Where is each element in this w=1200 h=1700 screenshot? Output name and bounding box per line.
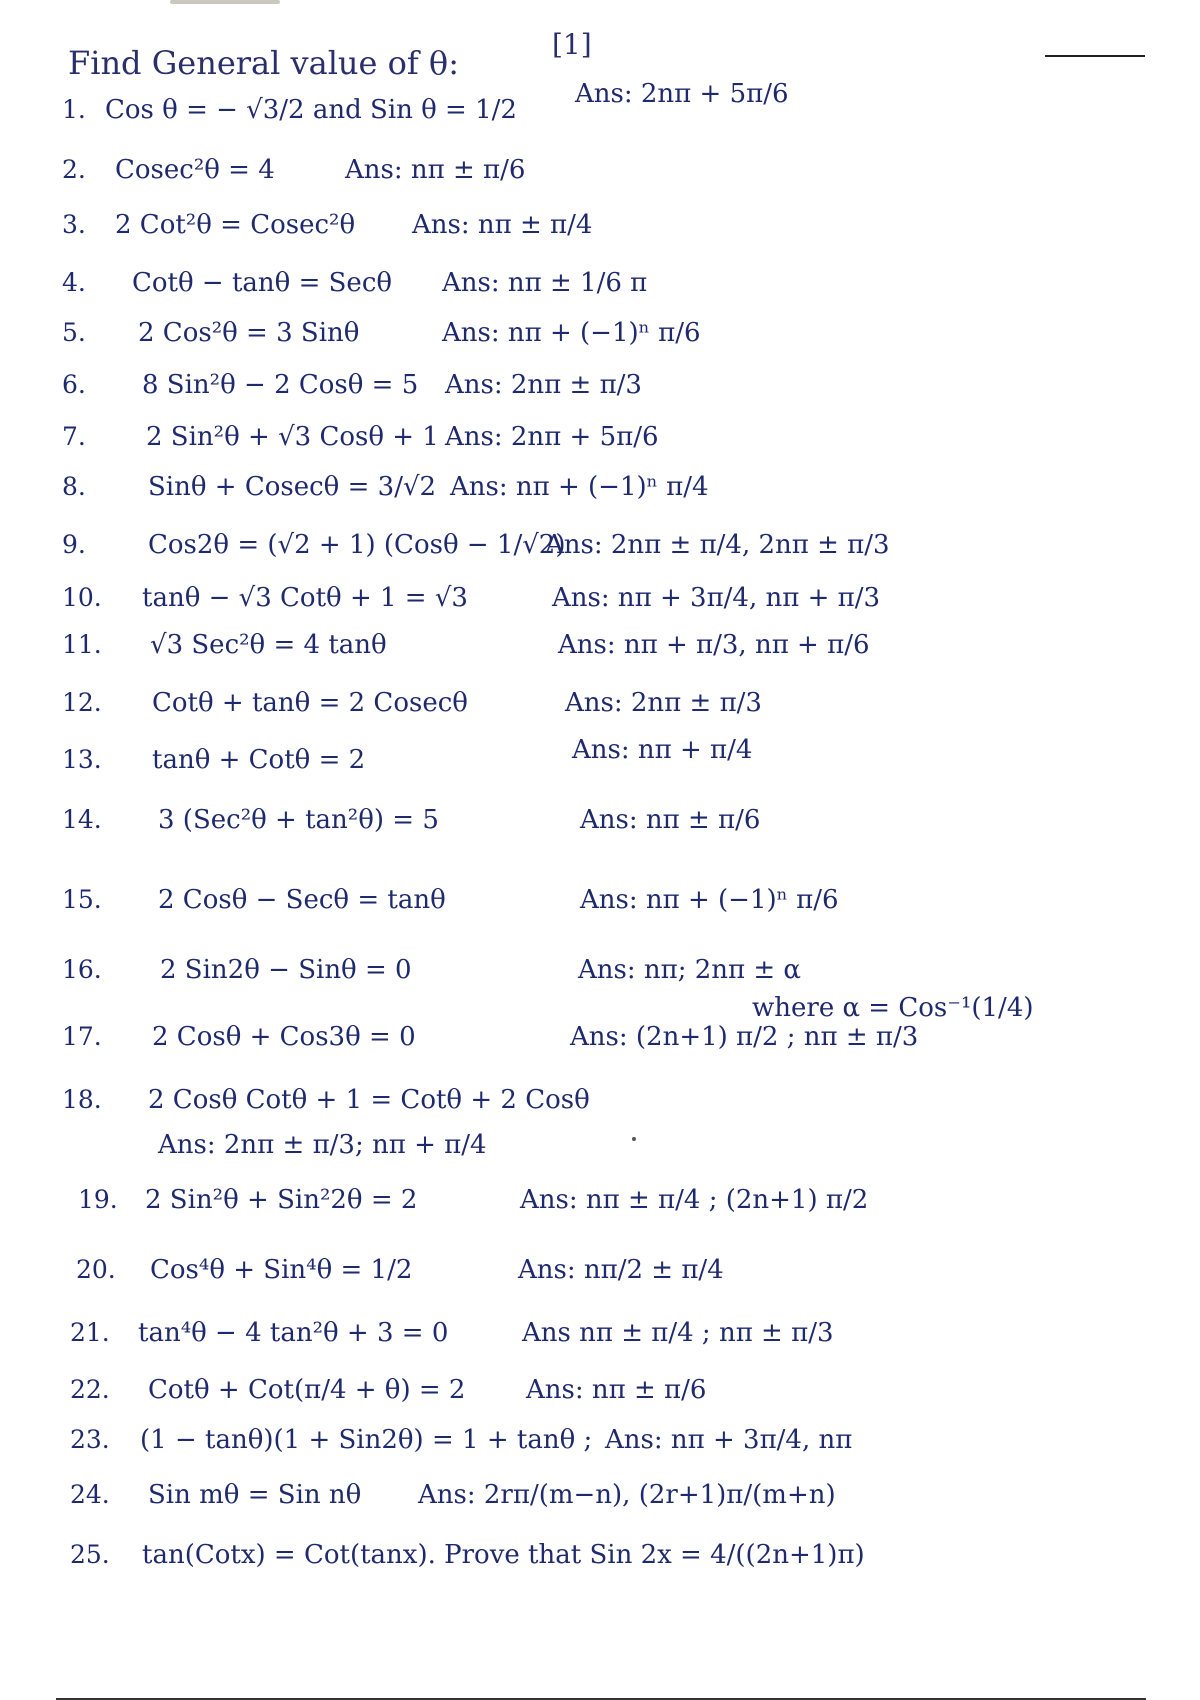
problem-answer: Ans: nπ + (−1)ⁿ π/6 (442, 318, 701, 348)
problem-number: 6. (62, 370, 86, 399)
problem-equation: 2 Sin2θ − Sinθ = 0 (160, 955, 412, 985)
problem-answer: Ans: nπ + π/3, nπ + π/6 (558, 630, 870, 660)
margin-rule (1045, 55, 1145, 57)
problem-row (0, 1425, 1200, 1485)
problem-number: 7. (62, 422, 86, 451)
page-marker: [1] (552, 28, 592, 61)
problem-number: 22. (70, 1375, 110, 1404)
worksheet-heading: Find General value of θ: (68, 44, 459, 82)
problem-answer: Ans: nπ + 3π/4, nπ (605, 1425, 853, 1455)
problem-row (0, 370, 1200, 430)
problem-answer: Ans: 2rπ/(m−n), (2r+1)π/(m+n) (418, 1480, 836, 1510)
problem-equation: Cos2θ = (√2 + 1) (Cosθ − 1/√2) (148, 530, 566, 560)
problem-equation: tanθ − √3 Cotθ + 1 = √3 (142, 583, 468, 613)
scan-smudge (170, 0, 280, 4)
problem-equation: (1 − tanθ)(1 + Sin2θ) = 1 + tanθ ; (140, 1425, 593, 1455)
problem-answer: Ans: nπ ± π/4 ; (2n+1) π/2 (520, 1185, 869, 1215)
problem-row (0, 1480, 1200, 1540)
problem-answer: Ans: nπ ± π/4 (412, 210, 593, 240)
problem-row (0, 79, 1200, 155)
problem-answer: Ans: nπ + (−1)ⁿ π/6 (580, 885, 839, 915)
problem-number: 11. (62, 630, 102, 659)
problem-equation: Cotθ + tanθ = 2 Cosecθ (152, 688, 468, 718)
problem-equation: Sin mθ = Sin nθ (148, 1480, 362, 1510)
problem-answer: Ans: nπ; 2nπ ± α (578, 955, 801, 985)
problem-row (0, 318, 1200, 378)
problem-equation: 2 Cos²θ = 3 Sinθ (138, 318, 360, 348)
problem-answer: Ans: nπ ± π/6 (580, 805, 761, 835)
problem-answer: Ans: 2nπ ± π/3 (565, 688, 762, 718)
problem-answer: Ans: 2nπ + 5π/6 (445, 422, 659, 452)
problem-equation: √3 Sec²θ = 4 tanθ (150, 630, 387, 660)
problem-row (0, 805, 1200, 865)
problem-row (0, 155, 1200, 215)
problem-equation: 2 Sin²θ + √3 Cosθ + 1 (146, 422, 439, 452)
problem-equation: Sinθ + Cosecθ = 3/√2 (148, 472, 437, 502)
problem-answer: Ans: 2nπ ± π/3 (445, 370, 642, 400)
problem-number: 14. (62, 805, 102, 834)
problem-number: 17. (62, 1022, 102, 1051)
problem-equation: Cosec²θ = 4 (115, 155, 275, 185)
problem-number: 25. (70, 1540, 110, 1569)
problem-equation: 8 Sin²θ − 2 Cosθ = 5 (142, 370, 419, 400)
problem-row (0, 630, 1200, 690)
problem-number: 8. (62, 472, 86, 501)
problem-number: 9. (62, 530, 86, 559)
problem-equation: tan(Cotx) = Cot(tanx). Prove that Sin 2x = 4/((2n+1)π) (142, 1540, 865, 1570)
ink-dot (632, 1137, 636, 1141)
problem-number: 23. (70, 1425, 110, 1454)
problem-answer: Ans: 2nπ ± π/4, 2nπ ± π/3 (545, 530, 890, 560)
problem-row (0, 1540, 1200, 1600)
problem-row (0, 735, 1200, 805)
problem-answer: Ans: nπ ± π/6 (345, 155, 526, 185)
problem-number: 19. (78, 1185, 118, 1214)
problem-number: 10. (62, 583, 102, 612)
problem-number: 20. (76, 1255, 116, 1284)
problem-answer: Ans: (2n+1) π/2 ; nπ ± π/3 (570, 1022, 919, 1052)
problem-number: 18. (62, 1085, 102, 1114)
problem-row (0, 530, 1200, 590)
answer-note: where α = Cos⁻¹(1/4) (752, 993, 1034, 1023)
problem-equation: 2 Cot²θ = Cosec²θ (115, 210, 356, 240)
problem-number: 3. (62, 210, 86, 239)
problem-row (0, 885, 1200, 945)
problem-answer: Ans: 2nπ ± π/3; nπ + π/4 (158, 1130, 487, 1160)
problem-equation: Cotθ + Cot(π/4 + θ) = 2 (148, 1375, 466, 1405)
problem-answer: Ans: nπ ± π/6 (526, 1375, 707, 1405)
problem-number: 16. (62, 955, 102, 984)
problem-equation: Cos⁴θ + Sin⁴θ = 1/2 (150, 1255, 413, 1285)
problem-answer: Ans: nπ/2 ± π/4 (518, 1255, 724, 1285)
problem-number: 15. (62, 885, 102, 914)
problem-row (0, 1255, 1200, 1315)
problem-answer: Ans: nπ + (−1)ⁿ π/4 (450, 472, 709, 502)
problem-answer: Ans: nπ + π/4 (572, 735, 753, 765)
problem-number: 24. (70, 1480, 110, 1509)
problem-row (0, 472, 1200, 532)
problem-equation: 2 Cosθ + Cos3θ = 0 (152, 1022, 416, 1052)
problem-equation: tan⁴θ − 4 tan²θ + 3 = 0 (138, 1318, 449, 1348)
problem-number: 12. (62, 688, 102, 717)
problem-equation: 2 Cosθ Cotθ + 1 = Cotθ + 2 Cosθ (148, 1085, 590, 1115)
problem-equation: 2 Sin²θ + Sin²2θ = 2 (145, 1185, 418, 1215)
problem-answer: Ans: 2nπ + 5π/6 (575, 79, 789, 109)
problem-number: 1. (62, 95, 86, 124)
problem-answer: Ans: nπ ± 1/6 π (442, 268, 648, 298)
problem-row (0, 1318, 1200, 1378)
problem-equation: 2 Cosθ − Secθ = tanθ (158, 885, 446, 915)
problem-number: 5. (62, 318, 86, 347)
problem-row (0, 210, 1200, 270)
problem-row (0, 1185, 1200, 1245)
problem-answer: Ans nπ ± π/4 ; nπ ± π/3 (522, 1318, 834, 1348)
problem-equation: tanθ + Cotθ = 2 (152, 745, 366, 775)
problem-answer: Ans: nπ + 3π/4, nπ + π/3 (552, 583, 881, 613)
problem-number: 13. (62, 745, 102, 774)
problem-number: 4. (62, 268, 86, 297)
problem-equation: Cos θ = − √3/2 and Sin θ = 1/2 (105, 95, 517, 125)
problem-row (0, 1022, 1200, 1082)
problem-number: 2. (62, 155, 86, 184)
problem-equation: Cotθ − tanθ = Secθ (132, 268, 393, 298)
problem-equation: 3 (Sec²θ + tan²θ) = 5 (158, 805, 439, 835)
problem-number: 21. (70, 1318, 110, 1347)
